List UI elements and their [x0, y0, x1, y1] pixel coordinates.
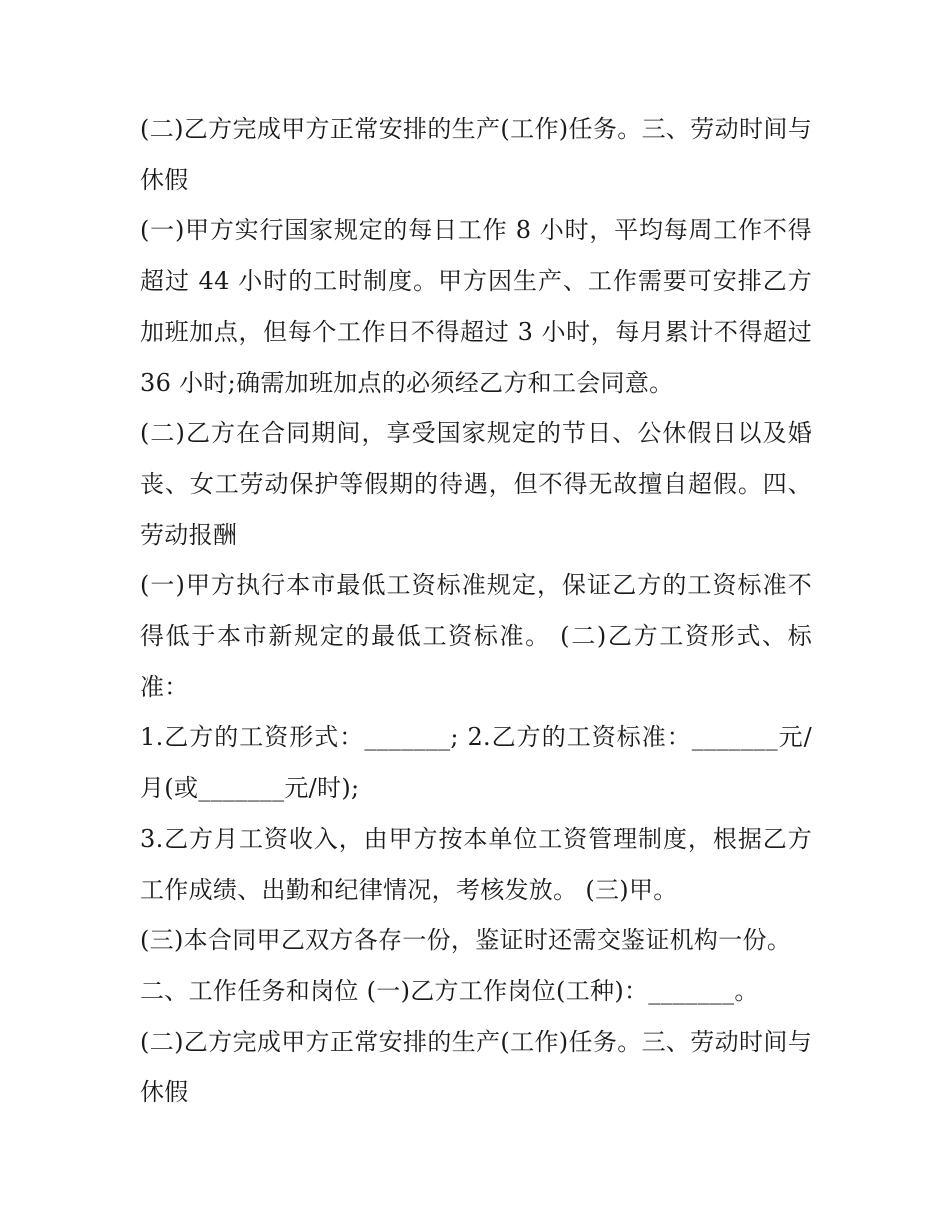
paragraph: 二、工作任务和岗位 (一)乙方工作岗位(工种)：_______。: [140, 976, 759, 1005]
document-body: [140, 104, 812, 1118]
paragraph: (三)本合同甲乙双方各存一份，鉴证时还需交鉴证机构一份。: [140, 926, 792, 955]
paragraph: (一)甲方执行本市最低工资标准规定，保证乙方的工资标准不得低于本市新规定的最低工资标准。 (二)乙方工资形式、标准：: [140, 571, 812, 701]
paragraph: 3.乙方月工资收入，由甲方按本单位工资管理制度，根据乙方工作成绩、出勤和纪律情况，考核发放。 (三)甲。: [140, 824, 812, 904]
paragraph: (一)甲方实行国家规定的每日工作 8 小时，平均每周工作不得超过 44 小时的工时制度。甲方因生产、工作需要可安排乙方加班加点，但每个工作日不得超过 3 小时，每月累计不得超过 36 小时;确需加班加点的必须经乙方和工会同意。: [140, 216, 812, 397]
paragraph: (二)乙方在合同期间，享受国家规定的节日、公休假日以及婚丧、女工劳动保护等假期的待遇，但不得无故擅自超假。四、劳动报酬: [140, 419, 812, 549]
paragraph: 1.乙方的工资形式：_______; 2.乙方的工资标准：_______元/月(或_______元/时);: [140, 723, 812, 803]
paragraph: (二)乙方完成甲方正常安排的生产(工作)任务。三、劳动时间与休假: [140, 115, 812, 194]
paragraph: (二)乙方完成甲方正常安排的生产(工作)任务。三、劳动时间与休假: [140, 1027, 812, 1107]
